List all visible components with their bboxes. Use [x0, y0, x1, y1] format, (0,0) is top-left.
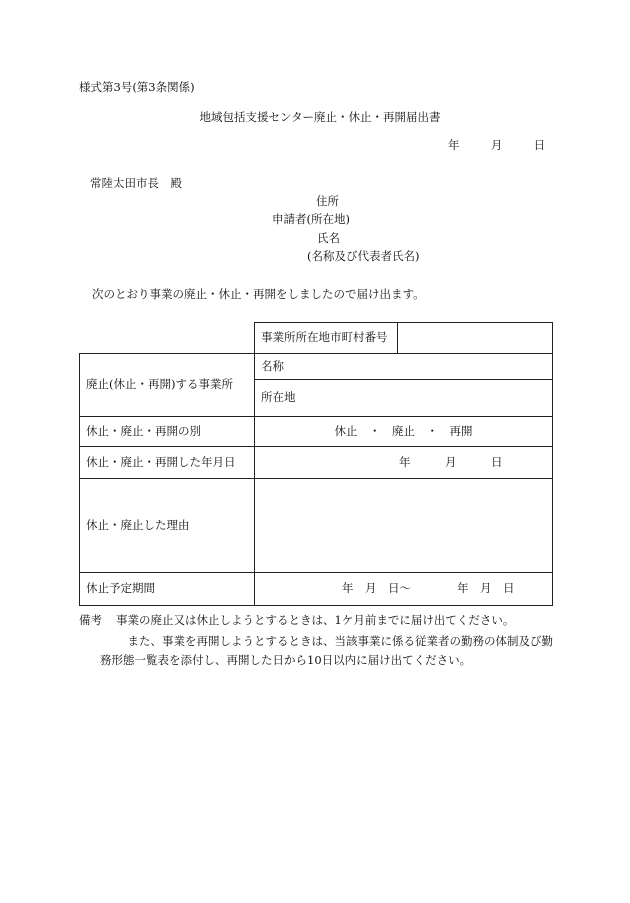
addressee: 常陸太田市長 殿 — [90, 176, 182, 190]
date-value[interactable]: 年 月 日 — [255, 447, 553, 479]
table-row — [80, 323, 553, 354]
type-options[interactable]: 休止 ・ 廃止 ・ 再開 — [255, 417, 553, 447]
document-title: 地域包括支援センター廃止・休止・再開届出書 — [199, 110, 441, 124]
applicant-role-label: 申請者(所在地) — [272, 212, 350, 226]
date-line — [448, 140, 545, 152]
date-day: 日 — [533, 138, 546, 152]
reason-value[interactable] — [255, 479, 553, 573]
remarks-line-3: 務形態一覧表を添付し、再開した日から10日以内に届け出てください。 — [100, 653, 472, 667]
office-name-field[interactable]: 名称 — [255, 354, 553, 380]
table-row — [80, 573, 553, 606]
office-location-field[interactable]: 所在地 — [255, 380, 553, 417]
remarks-line-2: また、事業を再開しようとするときは、当該事業に係る従業者の勤務の体制及び勤 — [116, 634, 553, 648]
date-month: 月 — [490, 138, 503, 152]
period-value[interactable]: 年 月 日～ 年 月 日 — [255, 573, 553, 606]
applicant-name-note: (名称及び代表者氏名) — [307, 249, 420, 263]
applicant-address-label: 住所 — [316, 194, 339, 208]
date-year: 年 — [448, 138, 460, 152]
applicant-name-label: 氏名 — [317, 231, 340, 245]
period-label: 休止予定期間 — [80, 573, 255, 606]
form-number: 様式第3号(第3条関係) — [79, 80, 195, 94]
blank-cell — [80, 323, 255, 354]
office-address-value[interactable] — [398, 323, 553, 354]
table-row — [80, 479, 553, 573]
remarks-line-1: 事業の廃止又は休止しようとするときは、1ケ月前までに届け出てください。 — [116, 613, 515, 627]
notification-table — [79, 322, 553, 606]
intro-text: 次のとおり事業の廃止・休止・再開をしましたので届け出ます。 — [92, 287, 425, 301]
table-row — [80, 354, 553, 380]
table-row — [80, 447, 553, 479]
date-label: 休止・廃止・再開した年月日 — [80, 447, 255, 479]
office-address-label: 事業所所在地市町村番号 — [255, 323, 398, 354]
reason-label: 休止・廃止した理由 — [80, 479, 255, 573]
table-row — [80, 417, 553, 447]
office-label: 廃止(休止・再開)する事業所 — [80, 354, 255, 417]
type-label: 休止・廃止・再開の別 — [80, 417, 255, 447]
remarks-label: 備考 — [79, 613, 102, 627]
